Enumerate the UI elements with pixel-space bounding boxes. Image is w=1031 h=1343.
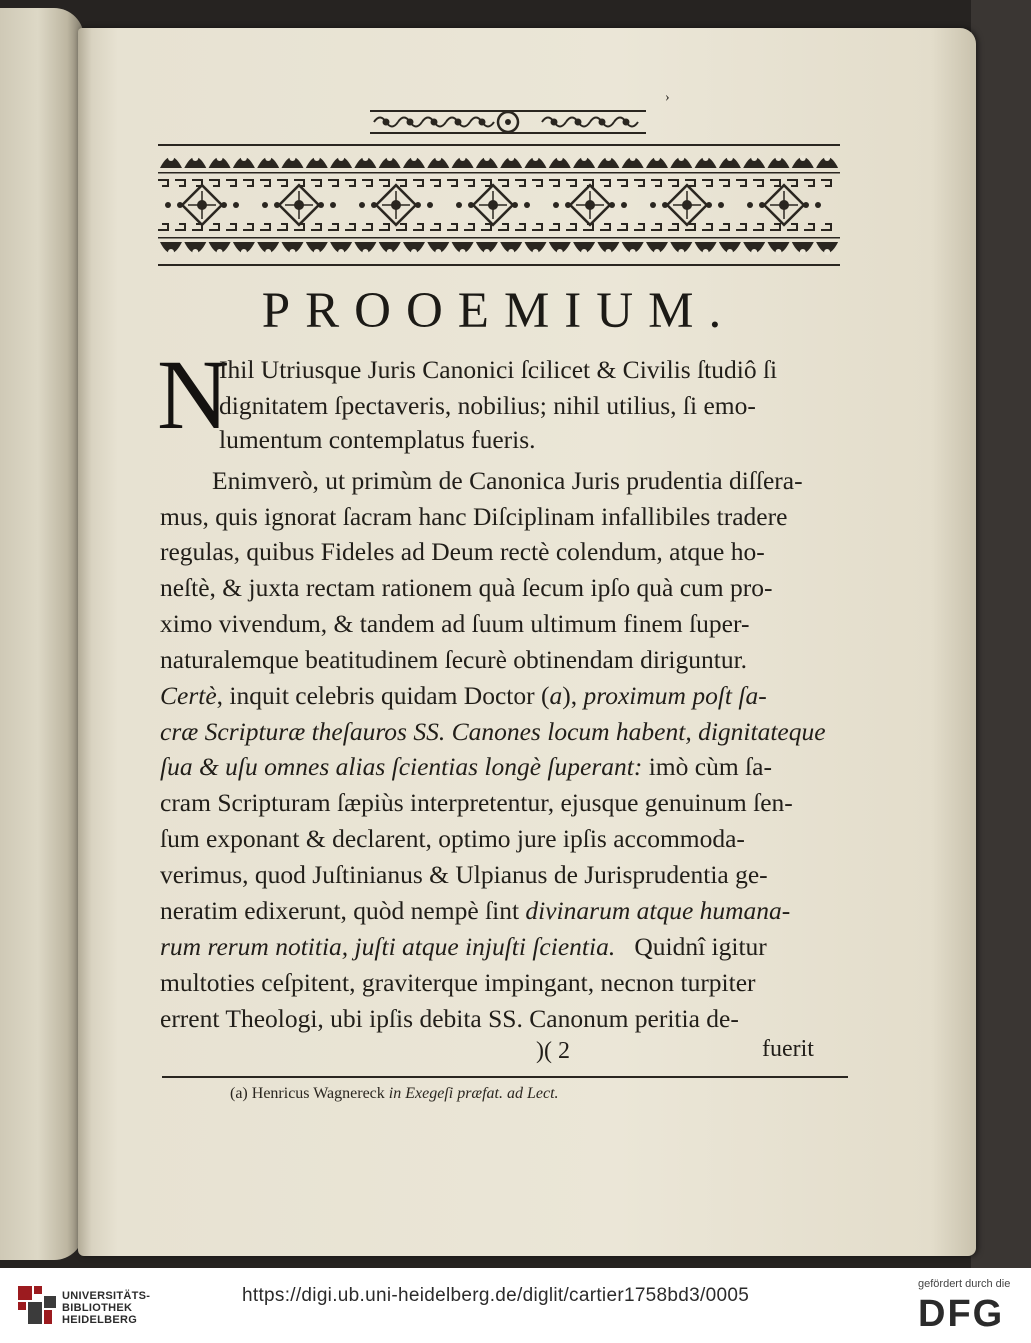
footnote — [230, 1085, 559, 1103]
text-line: multoties ceſpitent, graviterque impingant, necnon turpiter — [160, 968, 756, 997]
funder-caption: gefördert durch die — [918, 1278, 1011, 1290]
ornament-top — [370, 106, 646, 138]
text-line: errent Theologi, ubi ipſis debita SS. Canonum peritia de- — [160, 1004, 739, 1033]
library-name — [62, 1290, 150, 1326]
right-page-edge — [971, 0, 1031, 1268]
page-mark: › — [665, 90, 670, 105]
text-line: cram Scripturam ſæpiùs interpretentur, ejusque genuinum ſen- — [160, 788, 793, 817]
text-line: Enimverò, ut primùm de Canonica Juris prudentia diſſera- — [212, 466, 803, 495]
text-segment: , inquit celebris quidam Doctor ( — [216, 681, 550, 710]
footnote-reference: a — [549, 681, 563, 710]
footnote-citation: in Exegeſi præfat. ad Lect. — [388, 1085, 559, 1102]
drop-cap: N — [157, 339, 230, 450]
text-line: naturalemque beatitudinem ſecurè obtinendam diriguntur. — [160, 645, 748, 674]
italic-text: ſua & uſu omnes alias ſcientias longè ſuperant: — [160, 752, 643, 781]
signature-mark: )( 2 — [536, 1038, 570, 1064]
text-segment: neratim edixerunt, quòd nempè ſint — [160, 896, 526, 925]
text-line: Ihil Utriusque Juris Canonici ſcilicet & Civilis ſtudiô ſi — [219, 355, 778, 384]
footnote-rule — [162, 1076, 848, 1078]
text-segment: imò cùm ſa- — [642, 752, 772, 781]
text-segment: Quidnî igitur — [615, 932, 767, 961]
italic-text: rum rerum notitia, juſti atque injuſti ſcientia. — [160, 932, 616, 961]
page-title: PROOEMIUM. — [261, 283, 737, 339]
italic-text: Certè — [160, 681, 217, 710]
viewer-footer — [0, 1268, 1031, 1343]
library-name-line: BIBLIOTHEK — [62, 1302, 133, 1314]
footnote-text: (a) Henricus Wagnereck — [230, 1085, 389, 1102]
ornament-band — [158, 144, 840, 266]
left-page-edge — [0, 8, 84, 1260]
catchword: fuerit — [762, 1036, 814, 1062]
text-line — [160, 752, 772, 782]
library-name-line: UNIVERSITÄTS- — [62, 1290, 151, 1302]
text-line: ſum exponant & declarent, optimo jure ipſis accommoda- — [160, 824, 745, 853]
text-line: cræ Scripturæ theſauros SS. Canones locum habent, dignitateque — [160, 717, 826, 746]
text-line: lumentum contemplatus fueris. — [219, 425, 536, 454]
permalink-url[interactable]: https://digi.ub.uni-heidelberg.de/diglit/cartier1758bd3/0005 — [242, 1285, 750, 1306]
text-line: mus, quis ignorat ſacram hanc Diſciplinam infallibiles tradere — [160, 502, 788, 531]
text-line: ximo vivendum, & tandem ad ſuum ultimum finem ſuper- — [160, 609, 750, 638]
text-line: verimus, quod Juſtinianus & Ulpianus de Jurisprudentia ge- — [160, 860, 768, 889]
text-line — [160, 896, 790, 926]
text-line — [160, 932, 767, 962]
text-line: dignitatem ſpectaveris, nobilius; nihil utilius, ſi emo- — [219, 391, 756, 420]
text-line — [160, 681, 767, 711]
text-line: neſtè, & juxta rectam rationem quà ſecum ipſo quà cum pro- — [160, 573, 773, 602]
university-logo-icon[interactable] — [16, 1284, 58, 1326]
text-segment: ), — [562, 681, 584, 710]
library-name-line: HEIDELBERG — [62, 1314, 138, 1326]
italic-text: divinarum atque humana- — [525, 896, 791, 925]
dfg-logo[interactable]: DFG — [918, 1293, 1005, 1335]
text-line: regulas, quibus Fideles ad Deum rectè colendum, atque ho- — [160, 537, 765, 566]
italic-text: proximum poſt ſa- — [583, 681, 767, 710]
